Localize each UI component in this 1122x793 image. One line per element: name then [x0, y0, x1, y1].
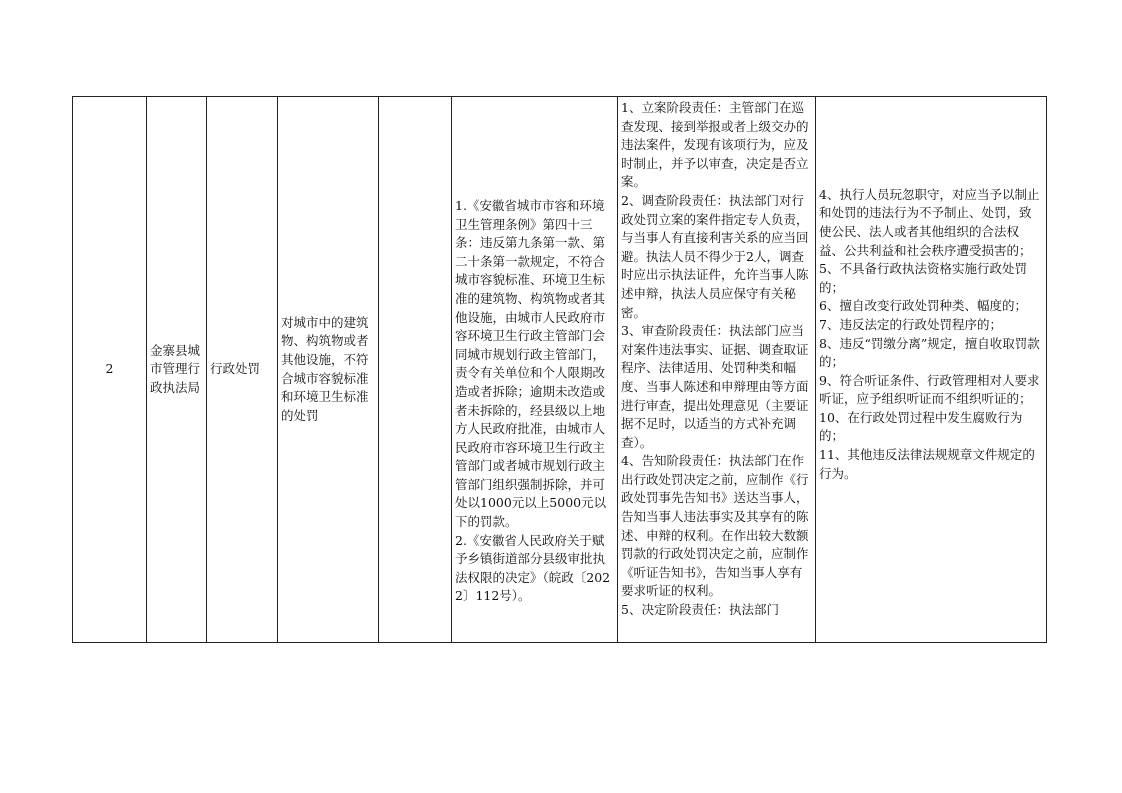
accountability-item: 6、擅自改变行政处罚种类、幅度的；	[819, 298, 1027, 314]
power-type: 行政处罚	[210, 361, 261, 377]
duty-paragraph: 4、告知阶段责任：执法部门在作出行政处罚决定之前，应制作《行政处罚事先告知书》送达当事人，告知当事人违法事实及其享有的陈述、申辩的权利。在作出较大数额罚款的行政处罚决定之前，应制作《听证告知书》，告知当事人享有要求听证的权利。	[621, 453, 809, 599]
accountability-item: 8、违反“罚缴分离”规定，擅自收取罚款的；	[819, 335, 1040, 370]
department-cell	[147, 97, 207, 643]
sub-item-cell	[379, 97, 452, 643]
item-name-cell	[278, 97, 379, 643]
duty-paragraph: 2、调查阶段责任：执法部门对行政处罚立案的案件指定专人负责，与当事人有直接利害关系的应当回避。执法人员不得少于2人，调查时应出示执法证件，允许当事人陈述申辩，执法人员应保守有关秘密。	[621, 192, 809, 320]
accountability-item: 5、不具备行政执法资格实施行政处罚的；	[819, 261, 1027, 295]
duty-paragraph: 1、立案阶段责任：主管部门在巡查发现、接到举报或者上级交办的违法案件，发现有该项行为，应及时制止，并予以审查，决定是否立案。	[621, 100, 809, 190]
duties-cell	[618, 97, 816, 643]
basis-paragraph: 2.《安徽省人民政府关于赋予乡镇街道部分县级审批执法权限的决定》（皖政〔2022〕112号）。	[455, 532, 611, 604]
row-number-cell	[73, 97, 147, 643]
accountability-item: 10、在行政处罚过程中发生腐败行为的；	[819, 409, 1023, 444]
duties-clip	[618, 97, 815, 642]
accountability-item: 11、其他违反法律法规规章文件规定的行为。	[819, 447, 1035, 481]
duty-paragraph: 5、决定阶段责任：执法部门	[621, 602, 779, 618]
accountability-item: 4、执行人员玩忽职守，对应当予以制止和处罚的违法行为不予制止、处罚，致使公民、法人或者其他组织的合法权益、公共利益和社会秩序遭受损害的；	[819, 186, 1040, 258]
accountability-cell	[816, 97, 1047, 643]
basis-paragraph: 1.《安徽省城市市容和环境卫生管理条例》第四十三条：违反第九条第一款、第二十条第一款规定，不符合城市容貌标准、环境卫生标准的建筑物、构筑物或者其他设施，由城市人民政府市容环境卫生行政主管部门会同城市规划行政主管部门，责令有关单位和个人限期改造或者拆除；逾期未改造或者未拆除的，经县级以上地方人民政府批准，由城市人民政府市容环境卫生行政主管部门或者城市规划行政主管部门组织强制拆除，并可处以1000元以上5000元以下的罚款。	[455, 197, 607, 530]
basis-cell	[452, 97, 618, 643]
row-number: 2	[105, 361, 114, 377]
power-type-cell	[207, 97, 278, 643]
item-name: 对城市中的建筑物、构筑物或者其他设施，不符合城市容貌标准和环境卫生标准的处罚	[281, 314, 369, 423]
accountability-item: 7、违反法定的行政处罚程序的；	[819, 316, 1002, 332]
power-list-table	[72, 96, 1047, 643]
department-name: 金寨县城市管理行政执法局	[150, 342, 201, 395]
table-row	[73, 97, 1047, 643]
duty-paragraph: 3、审查阶段责任：执法部门应当对案件违法事实、证据、调查取证程序、法律适用、处罚种类和幅度、当事人陈述和申辩理由等方面进行审查，提出处理意见（主要证据不足时，以适当的方式补充调查）。	[621, 323, 809, 450]
accountability-item: 9、符合听证条件、行政管理相对人要求听证，应予组织听证而不组织听证的；	[819, 372, 1040, 407]
